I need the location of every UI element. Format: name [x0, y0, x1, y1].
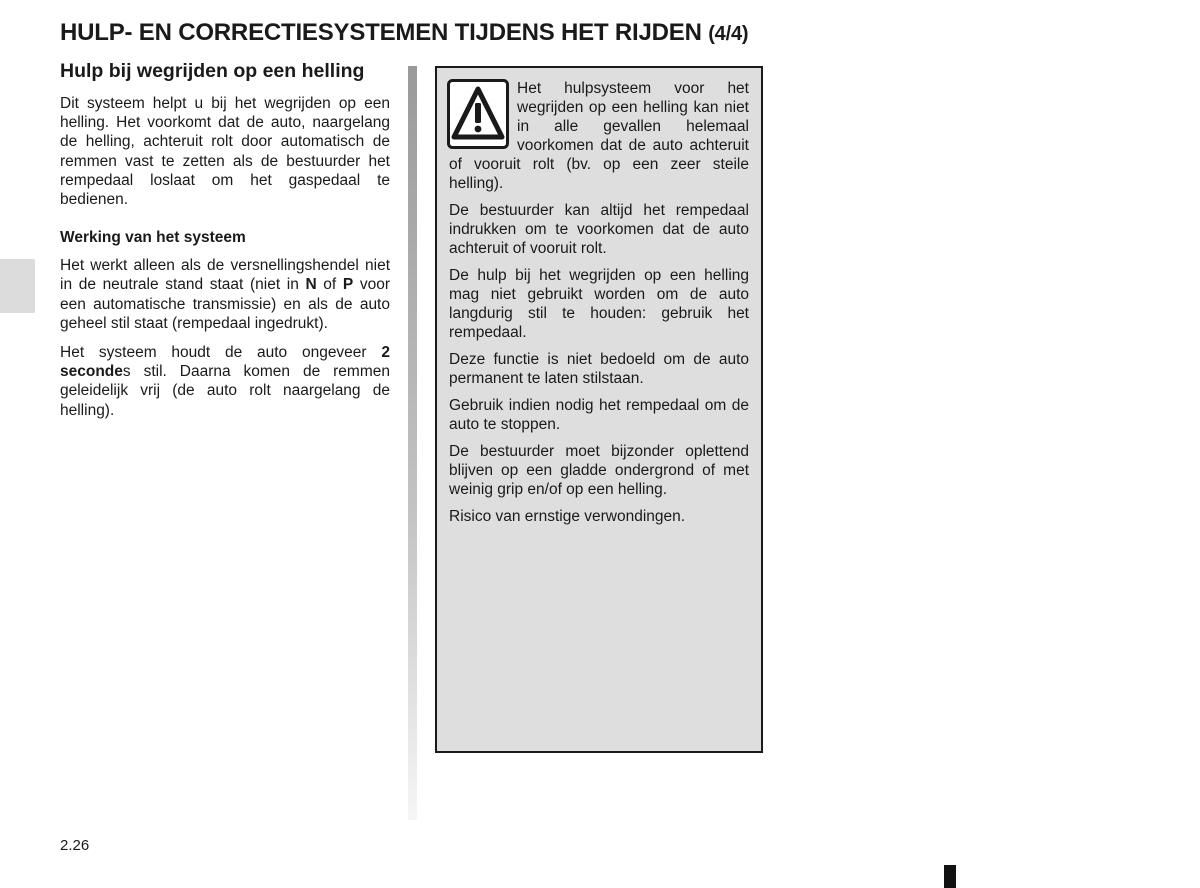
page-title — [60, 19, 748, 47]
gear-n-label: N — [305, 276, 317, 294]
chapter-tab-marker — [0, 259, 35, 313]
warning-box — [435, 66, 763, 753]
operation-text-3: voor een automatische transmissie) en als de auto geheel stil staat (rempedaal ingedrukt). — [60, 276, 390, 332]
warning-paragraph: Het hulpsysteem voor het wegrijden op een helling kan niet in alle gevallen helemaal voorkomen dat de auto achteruit of vooruit rolt (bv. op een zeer steile helling). — [449, 80, 749, 192]
warning-paragraph: De bestuurder kan altijd het rempedaal indrukken om te voorkomen dat de auto achteruit of vooruit rolt. — [449, 202, 749, 257]
duration-text-2: s stil. Daarna komen de remmen geleidelijk vrij (de auto rolt naargelang de helling). — [60, 363, 390, 419]
section-title: Hulp bij wegrijden op een helling — [60, 60, 365, 82]
operation-text-2: of — [316, 276, 343, 294]
duration-paragraph — [60, 343, 390, 420]
warning-paragraph: De hulp bij het wegrijden op een helling mag niet gebruikt worden om de auto langdurig stil te houden: gebruik het rempedaal. — [449, 267, 749, 341]
warning-triangle-icon — [447, 79, 509, 149]
column-divider — [408, 66, 417, 820]
page-number: 2.26 — [60, 837, 90, 854]
page-part-indicator: (4/4) — [708, 23, 749, 45]
gear-p-label: P — [342, 276, 354, 294]
page-title-text: HULP- EN CORRECTIESYSTEMEN TIJDENS HET RIJDEN — [60, 19, 702, 46]
operation-heading: Werking van het systeem — [60, 229, 246, 247]
operation-paragraph — [60, 256, 390, 333]
left-column — [60, 60, 390, 430]
page-edge-marker — [944, 865, 956, 888]
intro-paragraph: Dit systeem helpt u bij het wegrijden op een helling. Het voorkomt dat de auto, naargelang de helling, achteruit rolt door automatisch de remmen vast te zetten als de bestuurder het rempedaal loslaat om het gaspedaal te bedienen. — [60, 95, 390, 209]
duration-value: 2 seconde — [60, 344, 390, 381]
warning-paragraph: Gebruik indien nodig het rempedaal om de auto te stoppen. — [449, 397, 749, 433]
warning-paragraph: Deze functie is niet bedoeld om de auto permanent te laten stilstaan. — [449, 351, 749, 387]
warning-paragraph: De bestuurder moet bijzonder oplettend blijven op een gladde ondergrond of met weinig grip en/of op een helling. — [449, 443, 749, 498]
duration-text-1: Het systeem houdt de auto ongeveer — [60, 344, 382, 362]
warning-paragraph: Risico van ernstige verwondingen. — [449, 508, 686, 525]
operation-text-1: Het werkt alleen als de versnellingshendel niet in de neutrale stand staat (niet in — [60, 257, 390, 294]
